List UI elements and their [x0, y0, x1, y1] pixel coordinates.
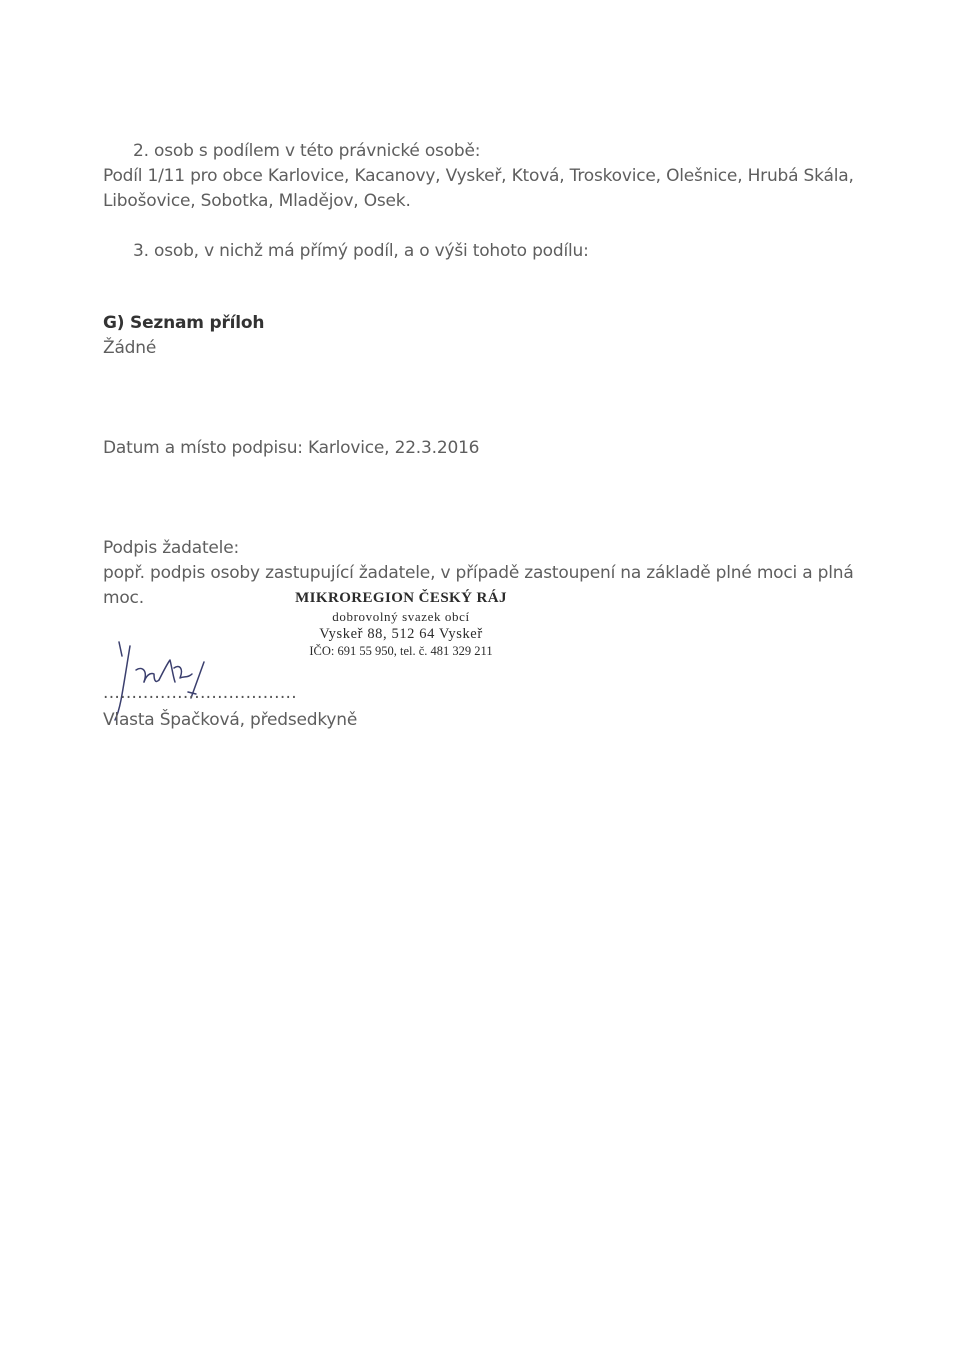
signature-note-line-1: popř. podpis osoby zastupující žadatele, v případě zastoupení na základě plné moci a plná — [103, 563, 854, 583]
section-2-line-1: Podíl 1/11 pro obce Karlovice, Kacanovy, Vyskeř, Ktová, Troskovice, Olešnice, Hrubá Skála, — [103, 166, 854, 186]
stamp-type: dobrovolný svazek obcí — [332, 609, 470, 624]
organization-stamp — [286, 590, 516, 659]
section-2-heading: 2. osob s podílem v této právnické osobě: — [133, 141, 481, 161]
stamp-ids: IČO: 691 55 950, tel. č. 481 329 211 — [309, 644, 493, 658]
signature-note-line-2: moc. — [103, 588, 144, 608]
section-g-heading: G) Seznam příloh — [103, 313, 265, 333]
date-and-place: Datum a místo podpisu: Karlovice, 22.3.2016 — [103, 438, 480, 458]
section-2-line-2: Libošovice, Sobotka, Mladějov, Osek. — [103, 191, 411, 211]
signature-label: Podpis žadatele: — [103, 538, 239, 558]
stamp-address: Vyskeř 88, 512 64 Vyskeř — [319, 626, 483, 642]
section-3-heading: 3. osob, v nichž má přímý podíl, a o výši tohoto podílu: — [133, 241, 589, 261]
signer-name: Vlasta Špačková, předsedkyně — [103, 710, 358, 730]
signature-dotted-line: .................................. — [103, 683, 297, 703]
section-g-value: Žádné — [103, 338, 157, 358]
handwritten-signature — [100, 632, 250, 722]
stamp-name: MIKROREGION ČESKÝ RÁJ — [295, 590, 507, 606]
